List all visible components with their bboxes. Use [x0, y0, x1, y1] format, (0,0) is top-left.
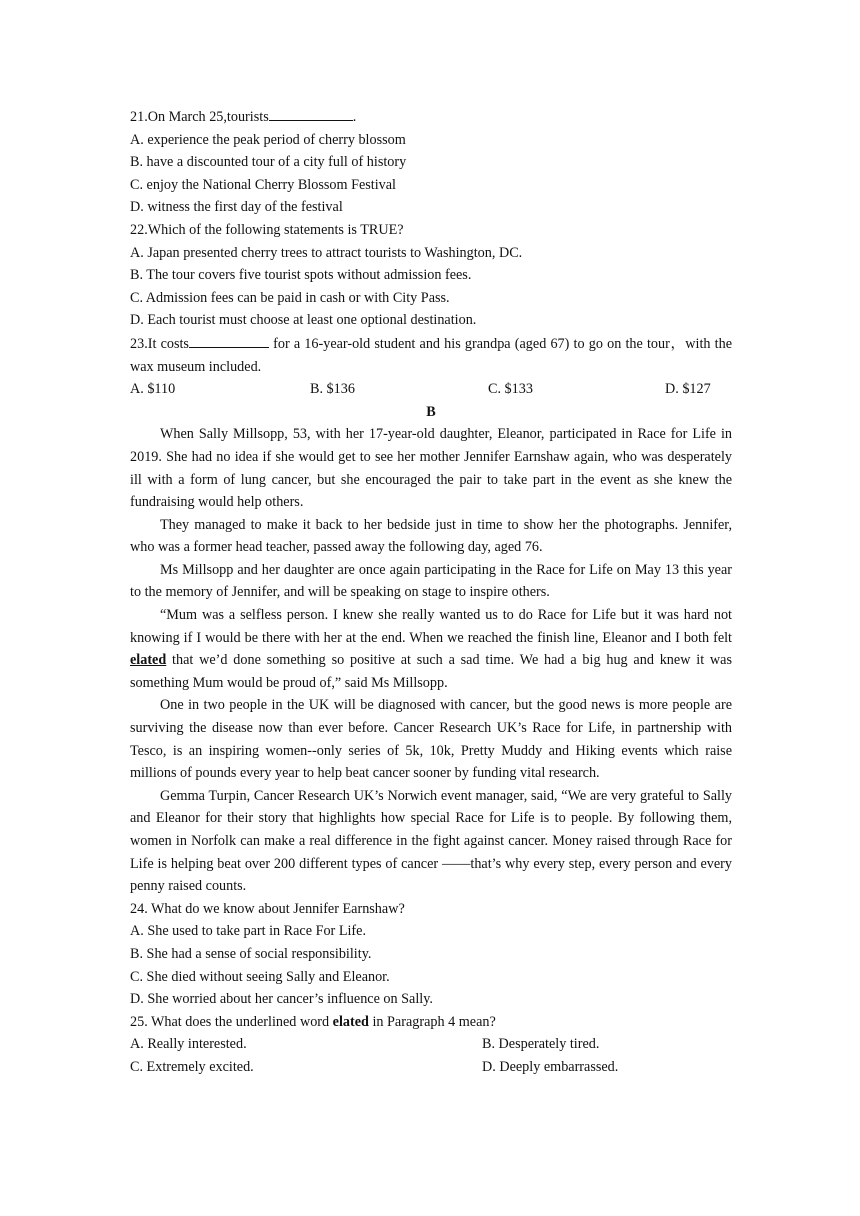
q22-option-a: A. Japan presented cherry trees to attract tourists to Washington, DC.: [130, 244, 523, 261]
q21-stem-end: .: [352, 109, 357, 125]
q23-option-b: B. $136: [310, 381, 355, 398]
p4-text-before: “Mum was a selfless person. I knew she really wanted us to do Race for Life but it was hard not knowing if I would be there with her at the end. When we reached the finish line, Eleanor and I both felt: [130, 607, 732, 646]
passage-paragraph-2: They managed to make it back to her bedside just in time to show her the photographs. Jennifer, who was a former head teacher, passed away the following day, aged 76.: [130, 516, 732, 556]
q25-option-a: A. Really interested.: [130, 1036, 247, 1053]
q25-stem: [130, 1011, 732, 1034]
p4-text-after: that we’d done something so positive at such a sad time. We had a big hug and knew it was something Mum would be proud of,” said Ms Millsopp.: [130, 652, 732, 691]
q25-options-row-2: [130, 1056, 732, 1079]
q23-stem-text: 23.It costs: [130, 335, 189, 352]
passage-paragraph-5: One in two people in the UK will be diagnosed with cancer, but the good news is more people are surviving the disease now than ever before. Cancer Research UK’s Race for Life, in partnership with Tesco, is an inspiring women--only series of 5k, 10k, Pretty Muddy and Hiking events which raise millions of pounds every year to help beat cancer sooner by funding vital research.: [130, 697, 732, 782]
q21-option-c: C. enjoy the National Cherry Blossom Festival: [130, 176, 396, 193]
passage-paragraph-3: Ms Millsopp and her daughter are once again participating in the Race for Life on May 13 this year to the memory of Jennifer, and will be speaking on stage to inspire others.: [130, 561, 732, 601]
q25-options-row-1: [130, 1033, 732, 1056]
page-content: [130, 105, 732, 1079]
q22-stem: 22.Which of the following statements is TRUE?: [130, 221, 404, 238]
q23-option-a: A. $110: [130, 381, 176, 398]
q22-option-b: B. The tour covers five tourist spots without admission fees.: [130, 267, 472, 284]
passage-paragraph-4: [130, 604, 732, 694]
answer-blank: [189, 332, 269, 348]
q25-stem-end: in Paragraph 4 mean?: [368, 1013, 496, 1030]
q25-stem-text: 25. What does the underlined word: [130, 1013, 333, 1030]
q24-option-c: C. She died without seeing Sally and Eleanor.: [130, 968, 390, 985]
q22-option-c: C. Admission fees can be paid in cash or with City Pass.: [130, 289, 450, 306]
underlined-word: elated: [130, 652, 167, 669]
q24-option-d: D. She worried about her cancer’s influence on Sally.: [130, 991, 433, 1008]
answer-blank: [269, 105, 353, 121]
q21-stem-text: 21.On March 25,tourists: [130, 109, 269, 125]
passage-paragraph-1: When Sally Millsopp, 53, with her 17-year-old daughter, Eleanor, participated in Race for Life in 2019. She had no idea if she would get to see her mother Jennifer Earnshaw again, who was desperately ill with a form of lung cancer, but she encouraged the pair to take part in the event as she knew the fundraising would help others.: [130, 426, 732, 511]
q24-option-a: A. She used to take part in Race For Life.: [130, 923, 366, 940]
q21-stem: [130, 105, 732, 129]
q21-option-d: D. witness the first day of the festival: [130, 199, 343, 216]
q25-option-b: B. Desperately tired.: [482, 1036, 600, 1053]
q25-bold-word: elated: [332, 1013, 369, 1030]
q23-stem: [130, 332, 732, 378]
q24-option-b: B. She had a sense of social responsibility.: [130, 945, 372, 962]
q22-option-d: D. Each tourist must choose at least one optional destination.: [130, 312, 477, 329]
q23-option-c: C. $133: [488, 381, 533, 398]
q21-option-a: A. experience the peak period of cherry blossom: [130, 131, 406, 148]
q23-option-d: D. $127: [665, 381, 711, 398]
passage-paragraph-6: Gemma Turpin, Cancer Research UK’s Norwich event manager, said, “We are very grateful to Sally and Eleanor for their story that highlights how special Race for Life is to people. By following them, women in Norfolk can make a real difference in the fight against cancer. Money raised through Race for Life is helping beat over 200 different types of cancer ——that’s why every step, every person and every penny raised counts.: [130, 787, 732, 895]
q23-options: [130, 378, 732, 401]
q23-stem-end: for a 16-year-old student and his grandpa (aged 67) to go on the tour，with the wax museum included.: [130, 335, 732, 375]
section-heading: B: [426, 403, 436, 420]
q25-option-d: D. Deeply embarrassed.: [482, 1058, 619, 1075]
q25-option-c: C. Extremely excited.: [130, 1058, 254, 1075]
q24-stem: 24. What do we know about Jennifer Earnshaw?: [130, 900, 405, 917]
q21-option-b: B. have a discounted tour of a city full of history: [130, 154, 407, 171]
